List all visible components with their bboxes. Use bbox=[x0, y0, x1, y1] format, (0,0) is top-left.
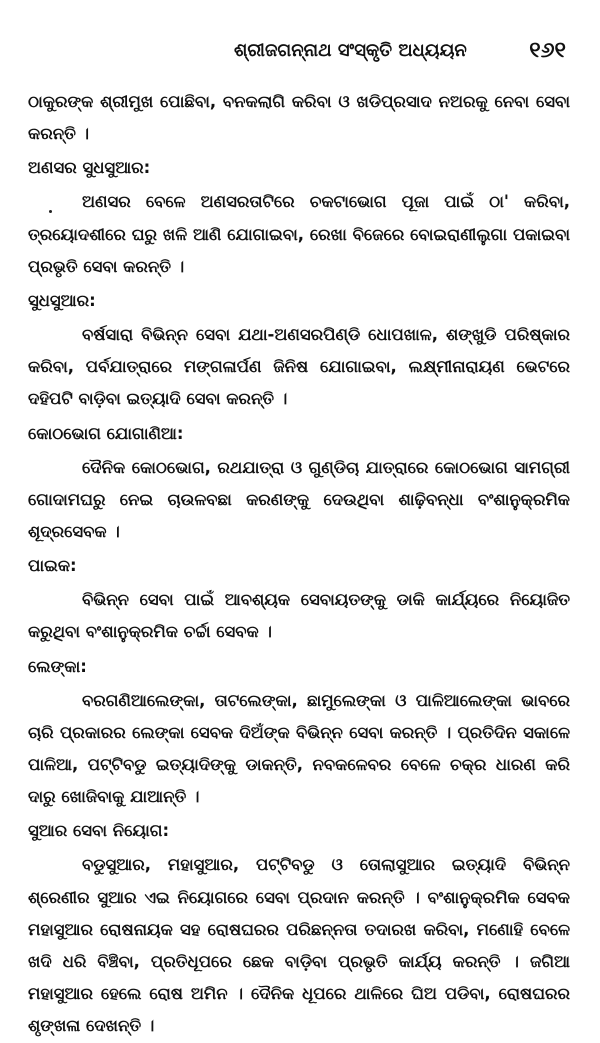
page-number: ୧୬୧ bbox=[529, 38, 566, 63]
running-title: ଶ୍ରୀଜଗନ୍ନାଥ ସଂସ୍କୃତି ଅଧ୍ୟୟନ bbox=[234, 40, 467, 61]
intro-paragraph: ଠାକୁରଙ୍କ ଶ୍ରୀମୁଖ ପୋଛିବା, ବନକଲାଗି କରିବା ଓ ଖଡିପ୍ରସାଦ ନଅରକୁ ନେବା ସେବା କରନ୍ତି । bbox=[28, 92, 570, 144]
section-paragraph-kothabhoga-yogania: ଦୈନିକ କୋଠଭୋଗ, ରଥଯାତ୍ରା ଓ ଗୁଣ୍ଡିଚା ଯାତ୍ରାରେ କୋଠଭୋଗ ସାମଗ୍ରୀ ଗୋଦାମଘରୁ ନେଇ ଚାଉଳବଛା କରଣଙ୍କୁ ଦେଉଥିବା ଶାଢ଼ିବନ୍ଧା ବଂଶାନୁକ୍ରମିକ ଶୂଦ୍ରସେବକ । bbox=[28, 457, 570, 542]
section-paragraph-lenka: ବରଗଣିଆଲେଙ୍କା, ତାଟଲେଙ୍କା, ଛାମୁଲେଙ୍କା ଓ ପାଳିଆଲେଙ୍କା ଭାବରେ ଚାରି ପ୍ରକାରର ଲେଙ୍କା ସେବକ ଦିଅଁଙ୍କ ବିଭିନ୍ନ ସେବା କରନ୍ତି । ପ୍ରତିଦିନ ସକାଳେ ପାଳିଆ, ପଟ୍ଟିବଡୁ ଇତ୍ୟାଦିଙ୍କୁ ଡାକନ୍ତି, ନବକଳେବର ବେଳେ ଚକ୍ର ଧାରଣ କରି ଦାରୁ ଖୋଜିବାକୁ ଯାଆନ୍ତି । bbox=[28, 690, 570, 807]
section-paragraph-anasara-sudhasuara: ଅଣସର ବେଳେ ଅଣସରତାଟିରେ ଚକଟାଭୋଗ ପୂଜା ପାଇଁ ଠା' କରିବା, ତ୍ରୟୋଦଶୀରେ ଘରୁ ଖଳି ଆଣି ଯୋଗାଇବା, ରେଖା ବିଜେରେ ବୋଇରାଣୀଲୁଗା ପକାଇବା ପ୍ରଭୃତି ସେବା କରନ୍ତି । bbox=[28, 192, 570, 276]
section-heading-suara-seba-niyoga: ସୁଆର ସେବା ନିୟୋଗ: bbox=[28, 821, 170, 841]
section-heading-sudhasuara: ସୁଧସୁଆର: bbox=[28, 291, 96, 311]
print-speck bbox=[49, 210, 52, 213]
section-heading-kothabhoga-yogania: କୋଠଭୋଗ ଯୋଗାଣିଆ: bbox=[28, 423, 184, 443]
section-heading-paika: ପାଇକ: bbox=[28, 556, 77, 576]
page-header bbox=[28, 30, 570, 86]
section-heading-anasara-sudhasuara: ଅଣସର ସୁଧସୁଆର: bbox=[28, 158, 151, 178]
section-paragraph-paika: ବିଭିନ୍ନ ସେବା ପାଇଁ ଆବଶ୍ୟକ ସେବାୟତଙ୍କୁ ଡାକି କାର୍ଯ୍ୟରେ ନିୟୋଜିତ କରୁଥିବା ବଂଶାନୁକ୍ରମିକ ଚର୍ଚ୍ଚା ସେବକ । bbox=[28, 590, 570, 642]
section-paragraph-suara-seba-niyoga: ବଡୁସୁଆର, ମହାସୁଆର, ପଟ୍ଟିବଡୁ ଓ ତୋଲାସୁଆର ଇତ୍ୟାଦି ବିଭିନ୍ନ ଶ୍ରେଣୀର ସୁଆର ଏଇ ନିୟୋଗରେ ସେବା ପ୍ରଦାନ କରନ୍ତି । ବଂଶାନୁକ୍ରମିକ ସେବକ ମହାସୁଆର ରୋଷନାୟକ ସହ ରୋଷଘରର ପରିଛନ୍ନତା ତଦାରଖ କରିବା, ମଣୋହି ବେଳେ ଖଦି ଧରି ବିଞ୍ଚିବା, ପ୍ରତିଧୂପରେ ଛେକ ବାଡ଼ିବା ପ୍ରଭୃତି କାର୍ଯ୍ୟ କରନ୍ତି । ଜଗିଆ ମହାସୁଆର ହେଲେ ରୋଷ ଅମିନ । ଦୈନିକ ଧୂପରେ ଥାଳିରେ ଘିଅ ପଡିବା, ରୋଷଘରର ଶୃଙ୍ଖଳା ଦେଖନ୍ତି । bbox=[28, 855, 570, 1036]
page-body bbox=[28, 86, 570, 1043]
section-heading-lenka: ଲେଙ୍କା: bbox=[28, 656, 87, 676]
section-paragraph-sudhasuara: ବର୍ଷସାରା ବିଭିନ୍ନ ସେବା ଯଥା-ଅଣସରପିଣ୍ଡି ଧୋପଖାଳ, ଶଙ୍ଖୁଡି ପରିଷ୍କାର କରିବା, ପର୍ବଯାତ୍ରାରେ ମଙ୍ଗଳାର୍ପଣ ଜିନିଷ ଯୋଗାଇବା, ଲକ୍ଷ୍ମୀନାରାୟଣ ଭେଟରେ ଦହିପଟି ବାଡ଼ିବା ଇତ୍ୟାଦି ସେବା କରନ୍ତି । bbox=[28, 325, 570, 409]
